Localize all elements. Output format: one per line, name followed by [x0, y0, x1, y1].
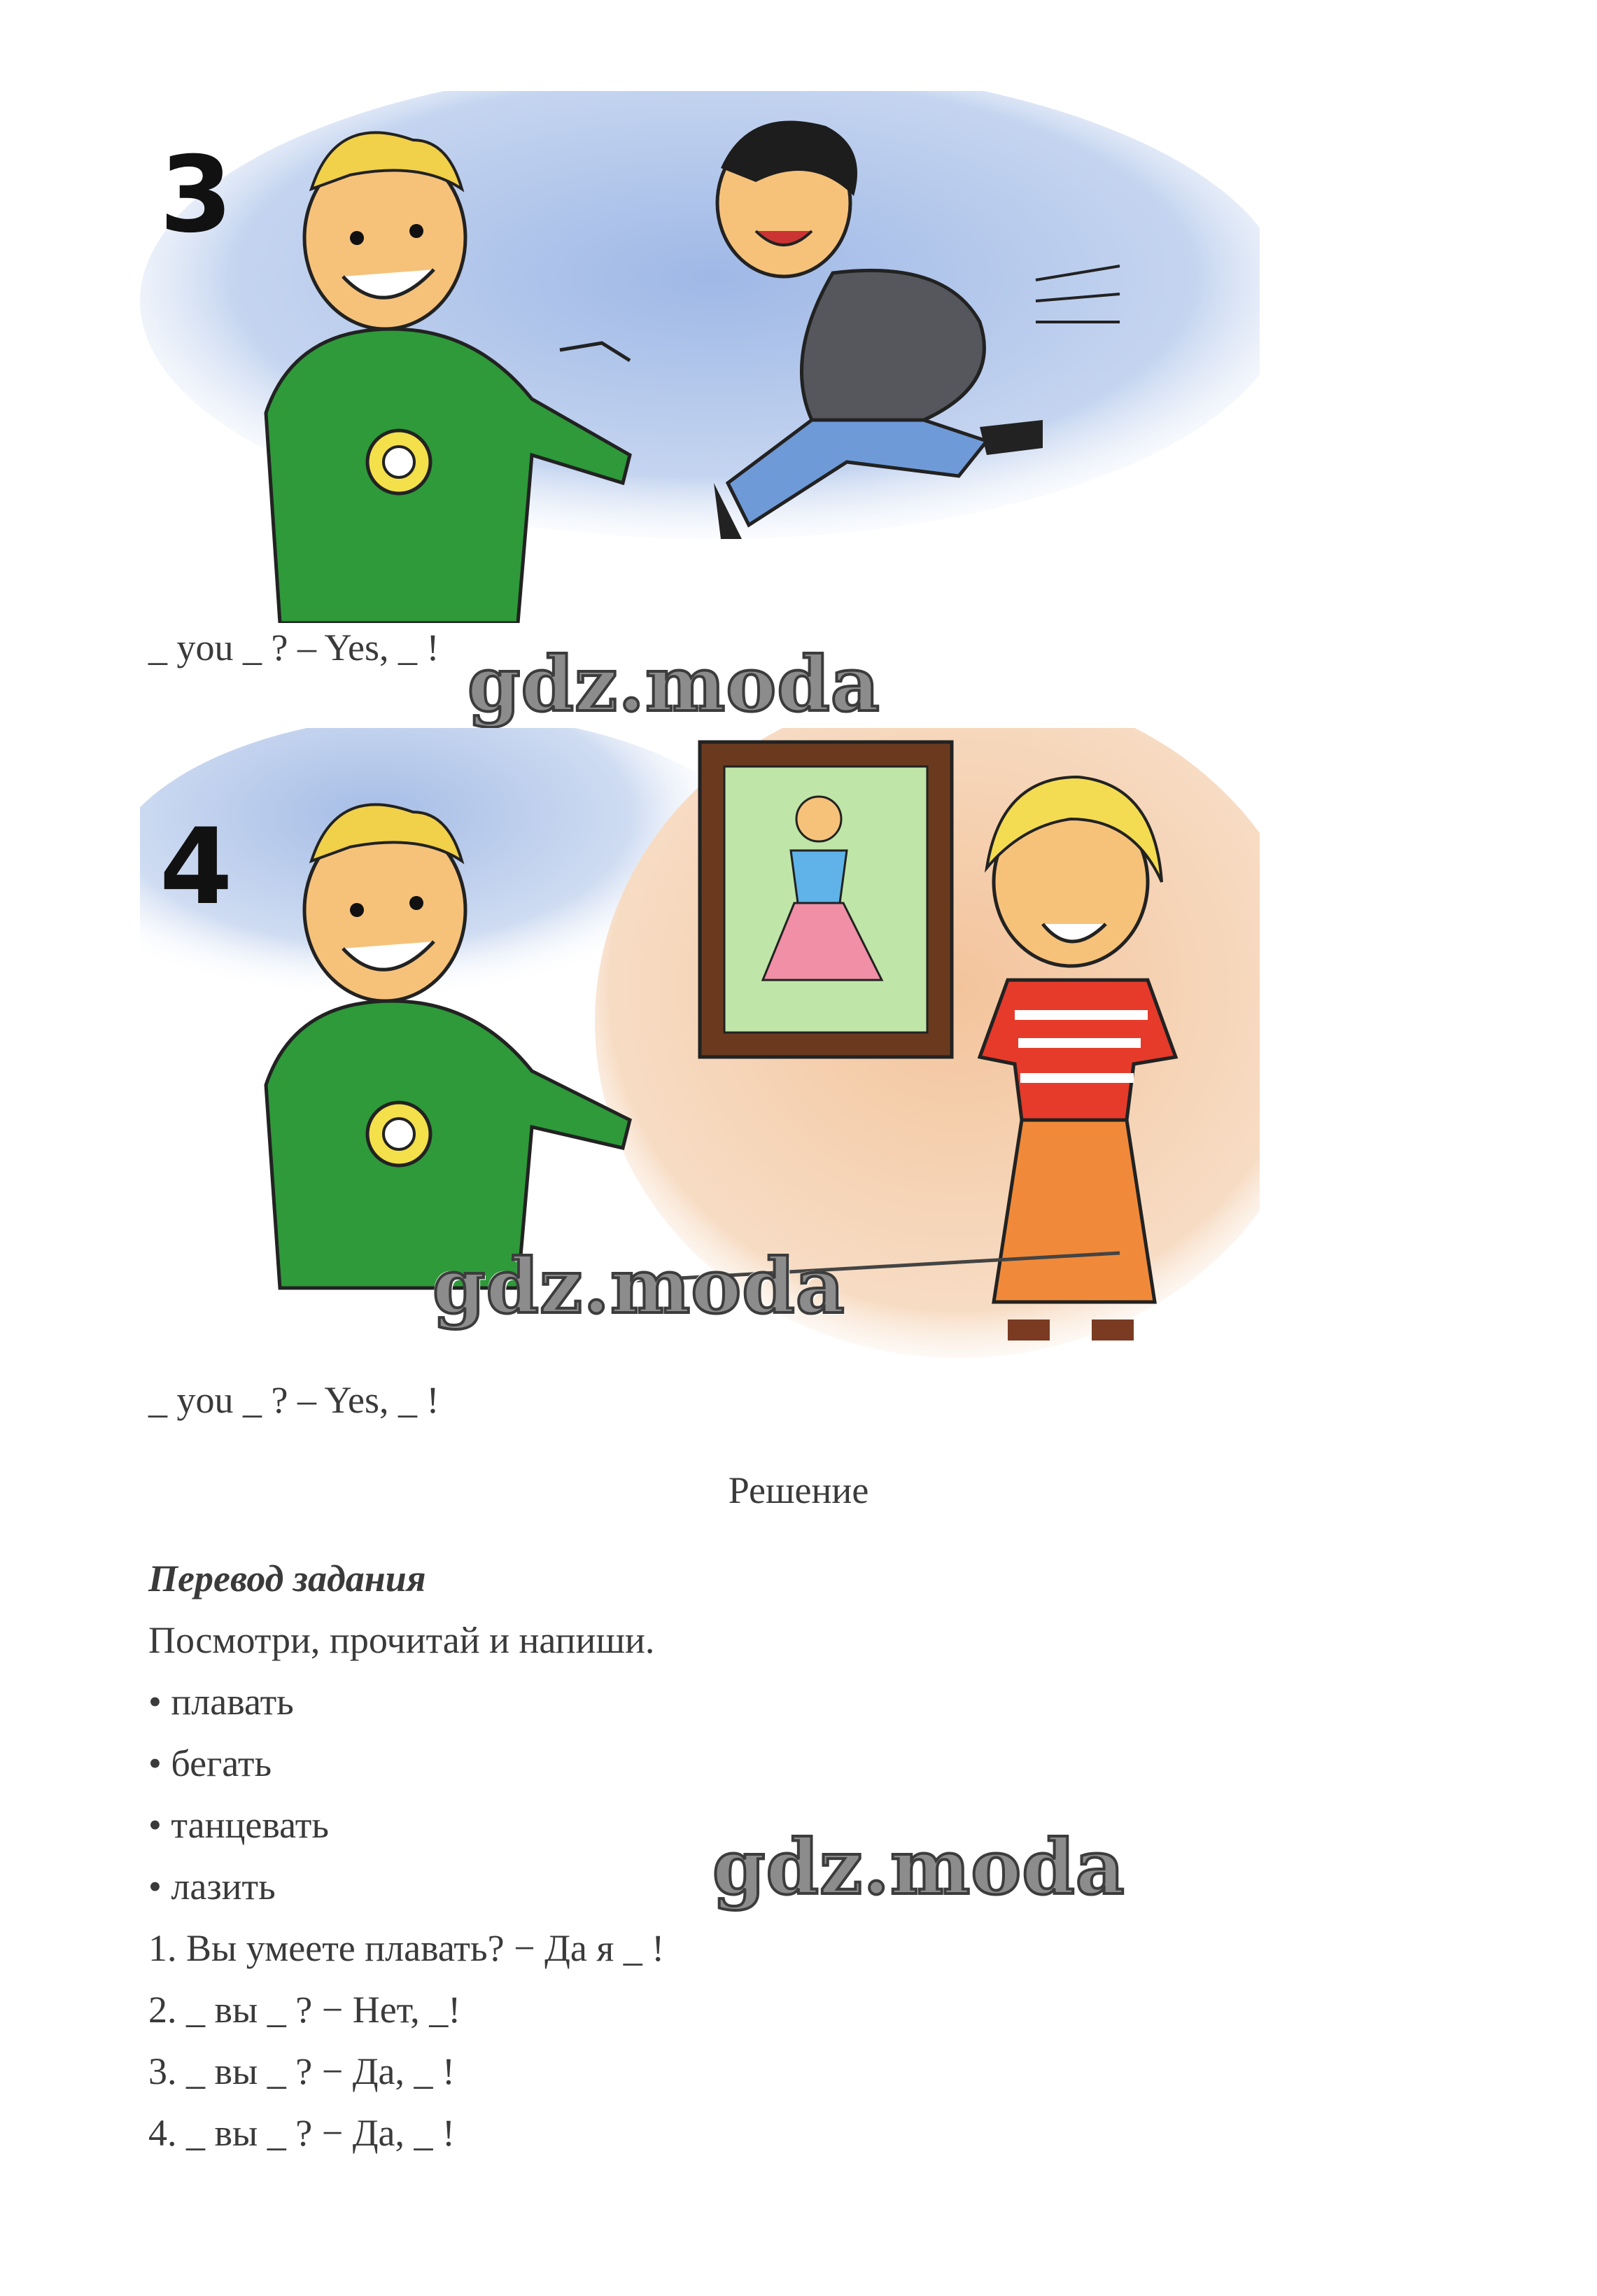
bullet-item: • бегать: [148, 1742, 272, 1784]
watermark: gdz.moda: [712, 1823, 1125, 1912]
solution-label: Решение: [728, 1469, 869, 1511]
bullet-item: • танцевать: [148, 1804, 329, 1846]
answer-line: 3. _ вы _ ? − Да, _ !: [148, 2050, 455, 2092]
exercise-4-caption: _ you _ ? – Yes, _ !: [148, 1379, 439, 1421]
illustration-3: [140, 91, 1260, 623]
exercise-number: 4: [160, 806, 233, 928]
answer-line: 1. Вы умеете плавать? − Да я _ !: [148, 1927, 665, 1969]
answer-line: 4. _ вы _ ? − Да, _ !: [148, 2112, 455, 2154]
exercise-number: 3: [160, 134, 233, 256]
framed-dancer-picture: [700, 742, 952, 1057]
watermark: gdz.moda: [432, 1242, 845, 1331]
bullet-item: • плавать: [148, 1681, 294, 1723]
exercise-3-caption: _ you _ ? – Yes, _ !: [148, 626, 439, 668]
translation-heading: Перевод задания: [148, 1558, 426, 1600]
translation-instruction: Посмотри, прочитай и напиши.: [148, 1619, 655, 1661]
answer-line: 2. _ вы _ ? − Нет, _!: [148, 1989, 461, 2031]
watermark: gdz.moda: [467, 640, 880, 729]
bullet-item: • лазить: [148, 1865, 276, 1907]
girl-figure: [980, 777, 1176, 1330]
